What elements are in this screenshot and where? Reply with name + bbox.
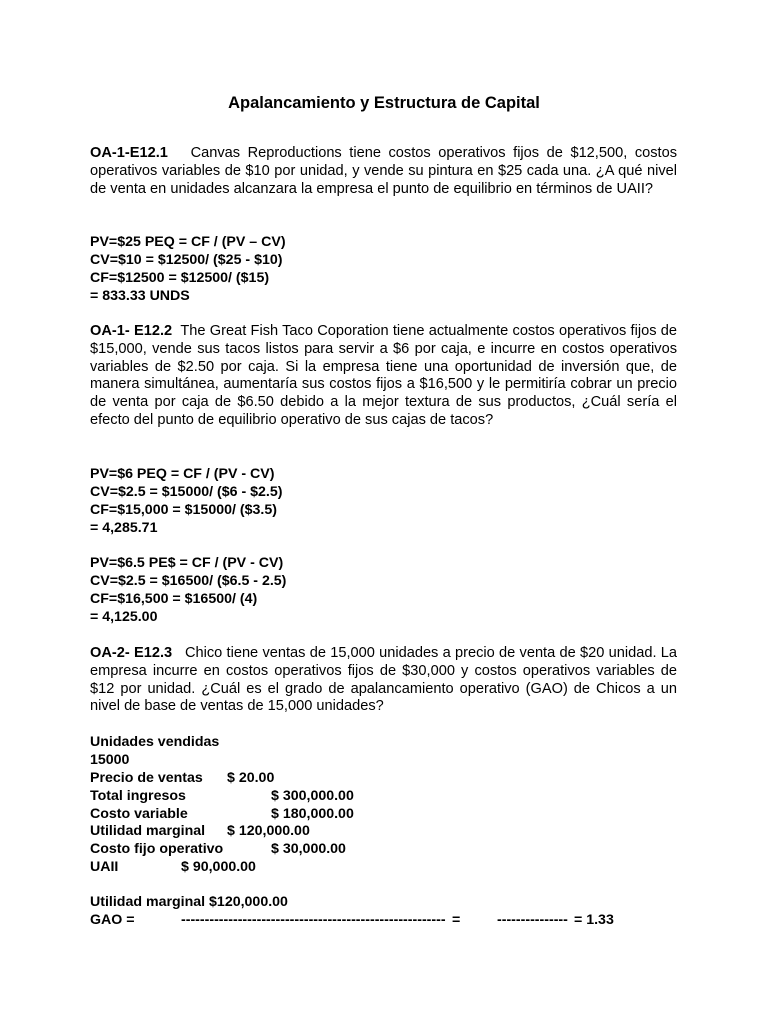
row-value: $ 90,000.00 [181, 859, 256, 876]
gao-equals: = [452, 911, 461, 928]
gao-label: GAO = [90, 911, 135, 928]
solution-line: CF=$16,500 = $16500/ (4) [90, 590, 258, 607]
exercise-3-statement [90, 645, 677, 716]
units-label: Unidades vendidas [90, 734, 220, 750]
row-value: $ 180,000.00 [271, 805, 354, 822]
row-label: Total ingresos [90, 787, 186, 804]
row-label: Costo fijo operativo [90, 841, 224, 858]
table-row [90, 788, 678, 806]
exercise-3-table [90, 734, 678, 877]
exercise-2-code: OA-1- E12.2 [90, 323, 173, 339]
exercise-2-solution-b [90, 555, 678, 627]
row-value: $ 30,000.00 [271, 841, 346, 858]
exercise-3-text: Chico tiene ventas de 15,000 unidades a precio de venta de $20 unidad. La empresa incurre en costos operativos fijos de $30,000 y costos operativos variables de $12 por unidad. ¿Cuál es el grado de apalancamiento operativo (GAO) de Chicos a un nivel de base de ventas de 15,000 unidades? [90, 645, 677, 715]
row-label: Precio de ventas [90, 769, 203, 786]
gao-result: = 1.33 [574, 911, 614, 928]
exercise-1-solution [90, 234, 678, 306]
solution-line: CV=$10 = $12500/ ($25 - $10) [90, 251, 283, 268]
table-row [90, 859, 678, 877]
solution-line: = 4,285.71 [90, 519, 158, 536]
exercise-2-solution-a [90, 466, 678, 538]
solution-line: PV=$6.5 PE$ = CF / (PV - CV) [90, 555, 284, 571]
table-row [90, 806, 678, 824]
table-row [90, 823, 678, 841]
solution-line: PV=$6 PEQ = CF / (PV - CV) [90, 466, 275, 482]
gao-numerator: Utilidad marginal $120,000.00 [90, 894, 288, 910]
exercise-2-statement [90, 323, 677, 430]
solution-line: CV=$2.5 = $15000/ ($6 - $2.5) [90, 483, 283, 500]
solution-line: CV=$2.5 = $16500/ ($6.5 - 2.5) [90, 572, 287, 589]
gao-formula [90, 894, 678, 930]
exercise-1-statement [90, 145, 677, 198]
exercise-1-text: Canvas Reproductions tiene costos operativos fijos de $12,500, costos operativos variables de $10 por unidad, y vende su pintura en $25 cada una. ¿A qué nivel de venta en unidades alcanzara la empresa el punto de equilibrio en términos de UAII? [90, 145, 677, 197]
solution-line: CF=$12500 = $12500/ ($15) [90, 269, 270, 286]
table-row [90, 841, 678, 859]
document-title: Apalancamiento y Estructura de Capital [228, 94, 540, 112]
solution-line: PV=$25 PEQ = CF / (PV – CV) [90, 234, 286, 250]
gao-dashes-2: --------------- [497, 911, 568, 928]
exercise-1-code: OA-1-E12.1 [90, 145, 168, 161]
exercise-3-code: OA-2- E12.3 [90, 645, 173, 661]
solution-line: CF=$15,000 = $15000/ ($3.5) [90, 501, 277, 518]
row-label: Costo variable [90, 805, 188, 822]
gao-row [90, 912, 678, 930]
solution-line: = 833.33 UNDS [90, 287, 190, 304]
gao-dashes: -------------------------------------------------------- [181, 911, 446, 928]
row-label: Utilidad marginal [90, 823, 206, 840]
table-row [90, 770, 678, 788]
units-value: 15000 [90, 751, 130, 768]
row-value: $ 20.00 [227, 769, 275, 786]
solution-line: = 4,125.00 [90, 608, 158, 625]
row-label: UAII [90, 859, 119, 876]
row-value: $ 300,000.00 [271, 787, 354, 804]
exercise-2-text: The Great Fish Taco Coporation tiene actualmente costos operativos fijos de $15,000, vende sus tacos listos para servir a $6 por caja, e incurre en costos operativos variables de $2.50 por caja. Si la empresa tiene una oportunidad de inversión que, de manera simultánea, aumentaría sus costos fijos a $16,500 y le permitiría cobrar un precio de venta por caja de $6.50 debido a la mejor textura de sus productos, ¿Cuál sería el efecto del punto de equilibrio operativo de sus cajas de tacos? [90, 323, 677, 428]
row-value: $ 120,000.00 [227, 823, 310, 840]
